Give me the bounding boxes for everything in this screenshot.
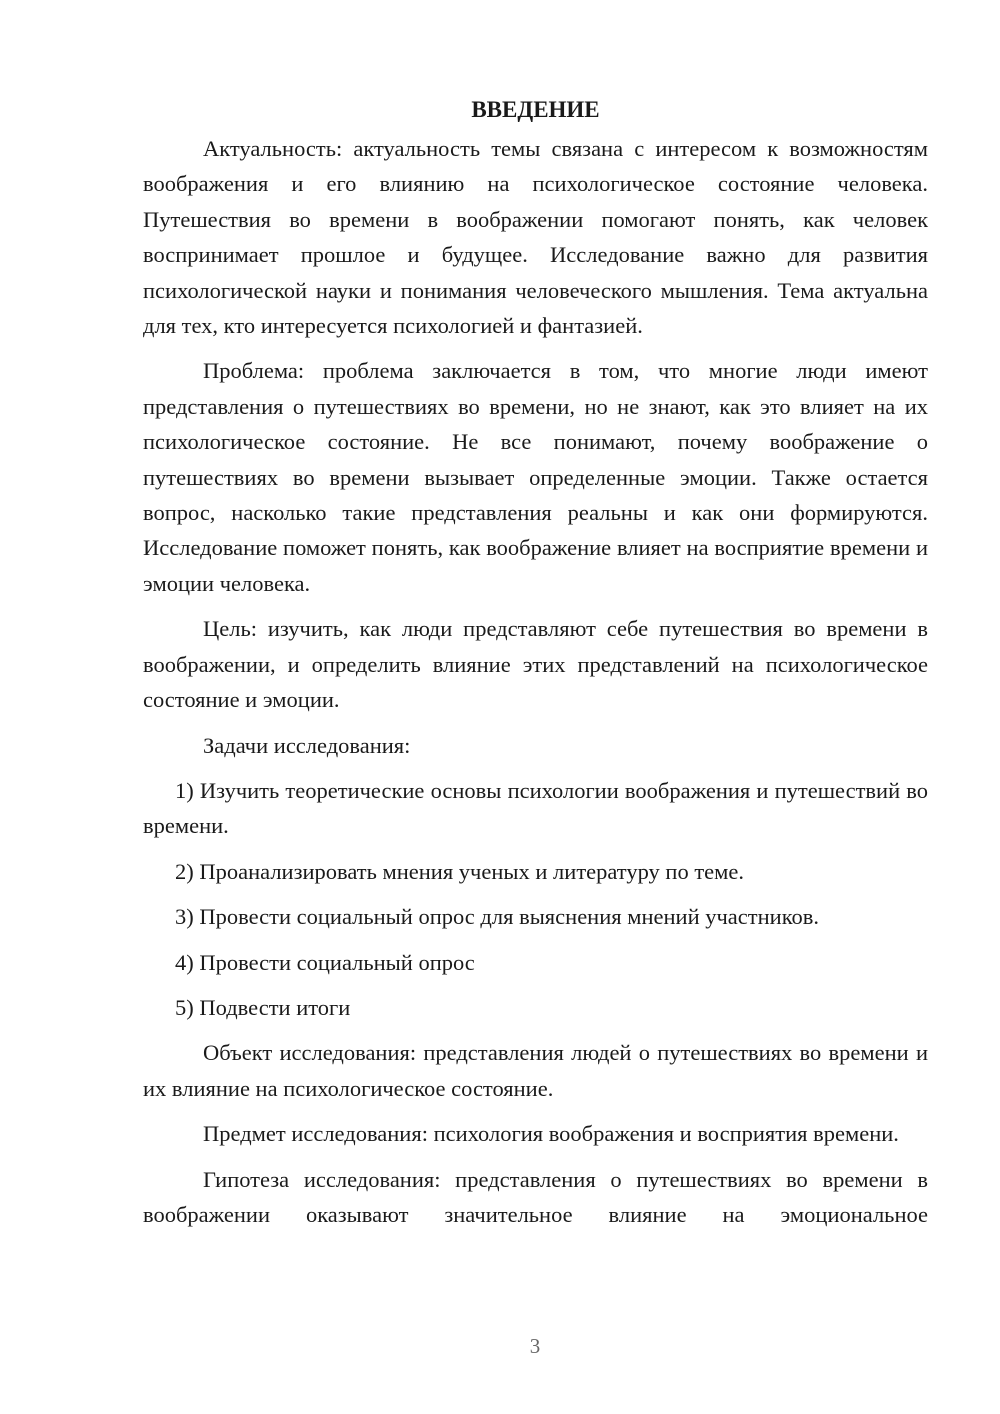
paragraph-subject: Предмет исследования: психология воображения и восприятия времени.: [203, 1121, 899, 1147]
paragraph-hypothesis: Гипотеза исследования: представления о путешествиях во времени в воображении оказывают значительное влияние на эмоциональное: [143, 1166, 928, 1227]
paragraph-problem: Проблема: проблема заключается в том, что многие люди имеют представления о путешествиях во времени, но не знают, как это влияет на их психологическое состояние. Не все понимают, почему воображение о путешествиях во времени вызывает определенные эмоции. Также остается вопрос, насколько такие представления реальны и как они формируются. Исследование поможет понять, как воображение влияет на восприятие времени и эмоции человека.: [143, 358, 928, 596]
task-item-3: 3) Провести социальный опрос для выяснения мнений участников.: [175, 904, 819, 930]
task-item-4: 4) Провести социальный опрос: [175, 949, 475, 975]
document-page: [143, 92, 928, 1232]
task-item-2: 2) Проанализировать мнения ученых и литературу по теме.: [175, 858, 744, 884]
page-number: 3: [529, 1334, 541, 1358]
paragraph-object: Объект исследования: представления людей о путешествиях во времени и их влияние на психологическое состояние.: [143, 1040, 928, 1101]
section-title: ВВЕДЕНИЕ: [471, 97, 600, 122]
task-item-5: 5) Подвести итоги: [175, 994, 351, 1020]
tasks-heading: Задачи исследования:: [203, 732, 411, 758]
paragraph-relevance: Актуальность: актуальность темы связана с интересом к возможностям воображения и его влиянию на психологическое состояние человека. Путешествия во времени в воображении помогают понять, как человек воспринимает прошлое и будущее. Исследование важно для развития психологической науки и понимания человеческого мышления. Тема актуальна для тех, кто интересуется психологией и фантазией.: [143, 136, 928, 339]
paragraph-goal: Цель: изучить, как люди представляют себе путешествия во времени в воображении, и определить влияние этих представлений на психологическое состояние и эмоции.: [143, 616, 928, 713]
tasks-list: [143, 773, 928, 1025]
task-item-1: 1) Изучить теоретические основы психологии воображения и путешествий во времени.: [143, 777, 928, 839]
